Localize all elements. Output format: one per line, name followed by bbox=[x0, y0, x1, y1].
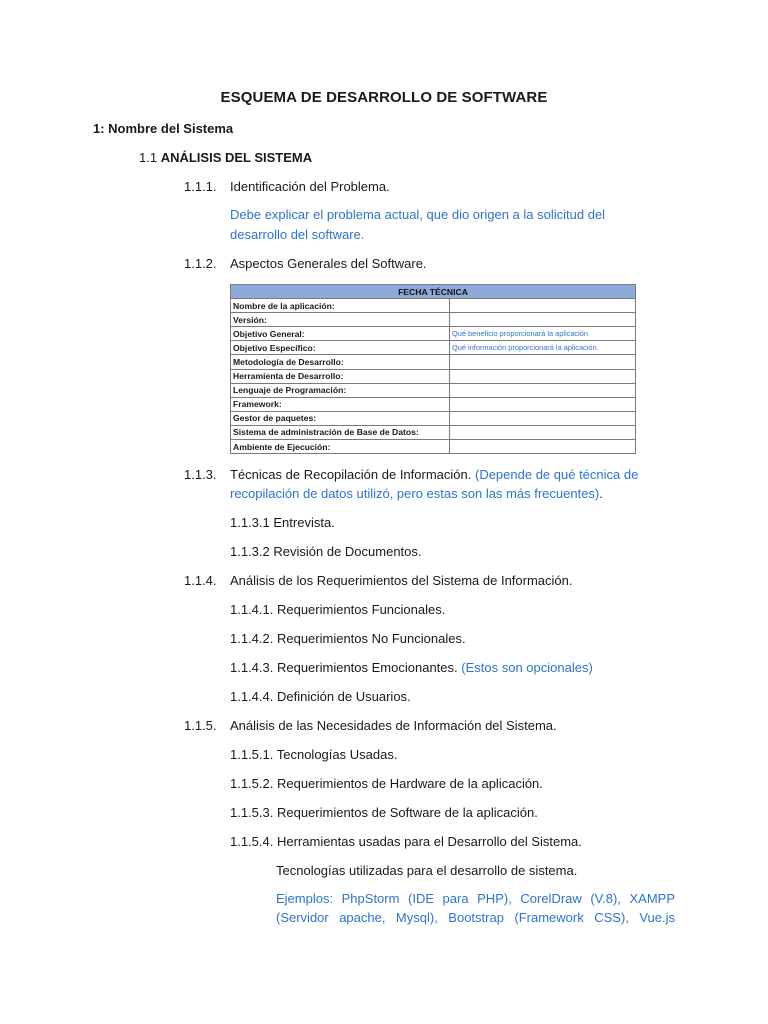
table-cell-label: Herramienta de Desarrollo: bbox=[231, 369, 450, 383]
table-row bbox=[231, 411, 636, 425]
subitem: 1.1.4.1. Requerimientos Funcionales. bbox=[230, 602, 446, 617]
table-cell-value bbox=[450, 299, 636, 313]
item-text: Identificación del Problema. bbox=[230, 179, 390, 194]
item-text: Análisis de las Necesidades de Información del Sistema. bbox=[230, 718, 557, 733]
table-cell-label: Gestor de paquetes: bbox=[231, 411, 450, 425]
table-cell-label: Framework: bbox=[231, 397, 450, 411]
table-cell-label: Sistema de administración de Base de Datos: bbox=[231, 425, 450, 439]
table-cell-label: Nombre de la aplicación: bbox=[231, 299, 450, 313]
table-header: FECHA TÉCNICA bbox=[231, 285, 636, 299]
item-number: 1.1.1. bbox=[184, 179, 217, 194]
subitem-line bbox=[230, 658, 593, 678]
table-cell-label: Versión: bbox=[231, 313, 450, 327]
table-cell-value bbox=[450, 411, 636, 425]
example-line: (Servidor apache, Mysql), Bootstrap (Framework CSS), Vue.js bbox=[276, 910, 675, 925]
subitem: 1.1.3.1 Entrevista. bbox=[230, 515, 335, 530]
item-text-line bbox=[230, 484, 603, 504]
technical-sheet-table bbox=[230, 284, 636, 454]
example-line: Ejemplos: PhpStorm (IDE para PHP), CorelDraw (V.8), XAMPP bbox=[276, 891, 675, 906]
subitem: 1.1.5.4. Herramientas usadas para el Desarrollo del Sistema. bbox=[230, 834, 582, 849]
subitem: 1.1.5.1. Tecnologías Usadas. bbox=[230, 747, 398, 762]
table-cell-value bbox=[450, 383, 636, 397]
section-heading-system-name: 1: Nombre del Sistema bbox=[93, 121, 234, 136]
item-period: . bbox=[599, 486, 603, 501]
subitem: 1.1.4.4. Definición de Usuarios. bbox=[230, 689, 411, 704]
subitem: 1.1.5.2. Requerimientos de Hardware de la aplicación. bbox=[230, 776, 543, 791]
note-inline: (Estos son opcionales) bbox=[461, 660, 593, 675]
note-line: desarrollo del software. bbox=[230, 227, 365, 242]
table-row bbox=[231, 397, 636, 411]
note-inline: (Depende de qué técnica de bbox=[474, 467, 639, 482]
section-title: ANÁLISIS DEL SISTEMA bbox=[160, 150, 313, 165]
subitem: 1.1.4.2. Requerimientos No Funcionales. bbox=[230, 631, 466, 646]
table-row bbox=[231, 369, 636, 383]
subitem: 1.1.3.2 Revisión de Documentos. bbox=[230, 544, 422, 559]
table-row bbox=[231, 440, 636, 454]
table-cell-label: Metodología de Desarrollo: bbox=[231, 355, 450, 369]
table-cell-value bbox=[450, 397, 636, 411]
paragraph-text: Tecnologías utilizadas para el desarrollo de sistema. bbox=[276, 863, 578, 878]
note-line: Debe explicar el problema actual, que dio origen a la solicitud del bbox=[230, 207, 606, 222]
item-text: Técnicas de Recopilación de Información. bbox=[230, 467, 472, 482]
table-cell-label: Lenguaje de Programación: bbox=[231, 383, 450, 397]
subitem: 1.1.4.3. Requerimientos Emocionantes. bbox=[230, 660, 458, 675]
table-row bbox=[231, 341, 636, 355]
document-title: ESQUEMA DE DESARROLLO DE SOFTWARE bbox=[220, 89, 548, 106]
item-number: 1.1.2. bbox=[184, 256, 217, 271]
section-number: 1.1 bbox=[139, 150, 161, 165]
table-row bbox=[231, 327, 636, 341]
item-number: 1.1.5. bbox=[184, 718, 217, 733]
section-heading-analysis bbox=[139, 148, 312, 168]
table-row bbox=[231, 425, 636, 439]
table-cell-value: Qué información proporcionará la aplicación. bbox=[450, 341, 636, 355]
table-cell-value: Qué beneficio proporcionará la aplicación bbox=[450, 327, 636, 341]
item-number: 1.1.4. bbox=[184, 573, 217, 588]
table-cell-value bbox=[450, 440, 636, 454]
table-cell-value bbox=[450, 369, 636, 383]
table-row bbox=[231, 355, 636, 369]
table-cell-value bbox=[450, 425, 636, 439]
table-cell-label: Ambiente de Ejecución: bbox=[231, 440, 450, 454]
item-text-line bbox=[230, 465, 638, 485]
item-text: Aspectos Generales del Software. bbox=[230, 256, 427, 271]
item-text: Análisis de los Requerimientos del Sistema de Información. bbox=[230, 573, 573, 588]
table-cell-label: Objetivo Específico: bbox=[231, 341, 450, 355]
table-cell-label: Objetivo General: bbox=[231, 327, 450, 341]
table-row bbox=[231, 313, 636, 327]
table-cell-value bbox=[450, 313, 636, 327]
table-row bbox=[231, 299, 636, 313]
item-number: 1.1.3. bbox=[184, 467, 217, 482]
note-inline: recopilación de datos utilizó, pero estas son las más frecuentes) bbox=[230, 486, 600, 501]
table-cell-value bbox=[450, 355, 636, 369]
table-row bbox=[231, 383, 636, 397]
subitem: 1.1.5.3. Requerimientos de Software de la aplicación. bbox=[230, 805, 538, 820]
